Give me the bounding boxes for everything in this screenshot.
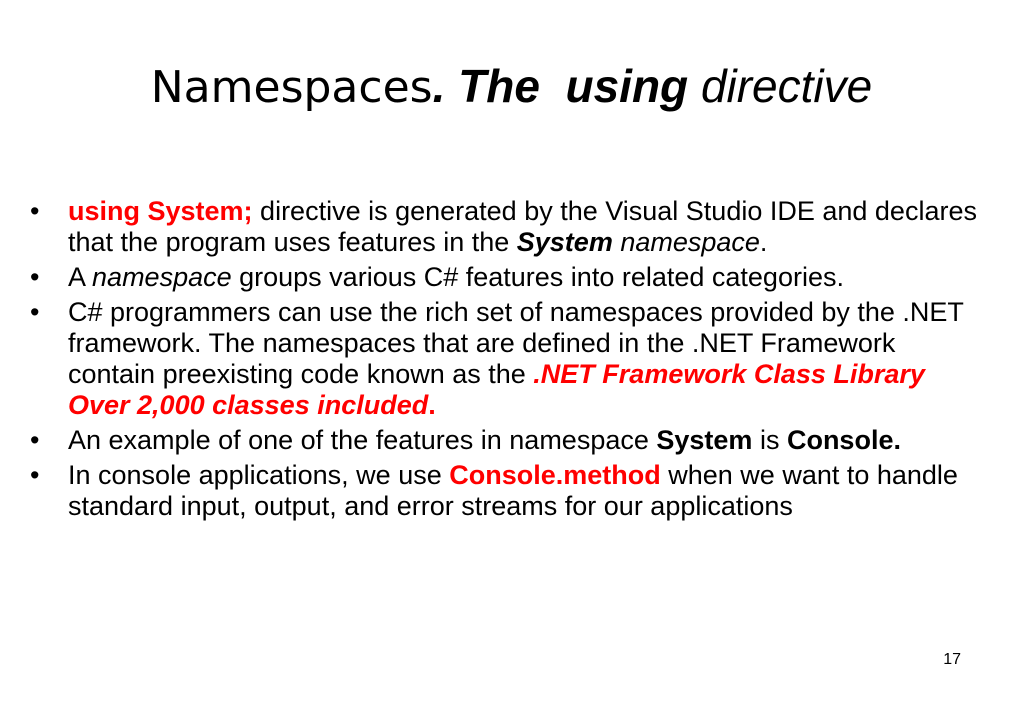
bullet-text: . bbox=[759, 227, 768, 257]
bullet-item-net-framework bbox=[28, 297, 988, 421]
term-class-library: .NET Framework Class Library Over 2,000 classes included bbox=[68, 359, 925, 420]
slide-title bbox=[0, 56, 1023, 118]
code-console-method: Console.method bbox=[449, 460, 661, 490]
bullet-text: when we want to handle standard input, output, and error streams for our applications bbox=[68, 460, 958, 521]
bullet-dot-icon: • bbox=[30, 196, 40, 226]
title-directive: directive bbox=[700, 60, 873, 112]
term-system: System bbox=[516, 227, 613, 257]
bullet-list bbox=[28, 196, 988, 526]
title-using: using bbox=[565, 60, 689, 112]
bullet-dot-icon: • bbox=[30, 460, 40, 490]
bullet-dot-icon: • bbox=[30, 262, 40, 292]
term-namespace: namespace bbox=[612, 227, 760, 257]
bullet-text: . bbox=[428, 390, 436, 420]
term-system: System bbox=[656, 425, 753, 455]
title-the: . The bbox=[432, 60, 540, 112]
bullet-item-console-method bbox=[28, 460, 988, 522]
bullet-text: A bbox=[68, 262, 93, 292]
bullet-text: directive is generated by the Visual Studio IDE and declares that the program uses features in the bbox=[68, 196, 977, 257]
code-using-system: using System; bbox=[68, 196, 253, 226]
bullet-dot-icon: • bbox=[30, 425, 40, 455]
bullet-item-console-example bbox=[28, 425, 988, 456]
page-number: 17 bbox=[943, 651, 961, 668]
bullet-item-namespace-definition bbox=[28, 262, 988, 293]
title-namespaces: Namespaces bbox=[150, 62, 433, 113]
bullet-text: In console applications, we use bbox=[68, 460, 450, 490]
bullet-text: groups various C# features into related categories. bbox=[231, 262, 844, 292]
bullet-item-using-system bbox=[28, 196, 988, 258]
bullet-text: An example of one of the features in namespace bbox=[68, 425, 657, 455]
bullet-text: is bbox=[752, 425, 787, 455]
term-namespace: namespace bbox=[92, 262, 232, 292]
term-console: Console. bbox=[786, 425, 901, 455]
bullet-dot-icon: • bbox=[30, 297, 40, 327]
bullet-text: C# programmers can use the rich set of namespaces provided by the .NET framework. The namespaces that are defined in the .NET Framework contain preexisting code known as the bbox=[68, 297, 964, 389]
